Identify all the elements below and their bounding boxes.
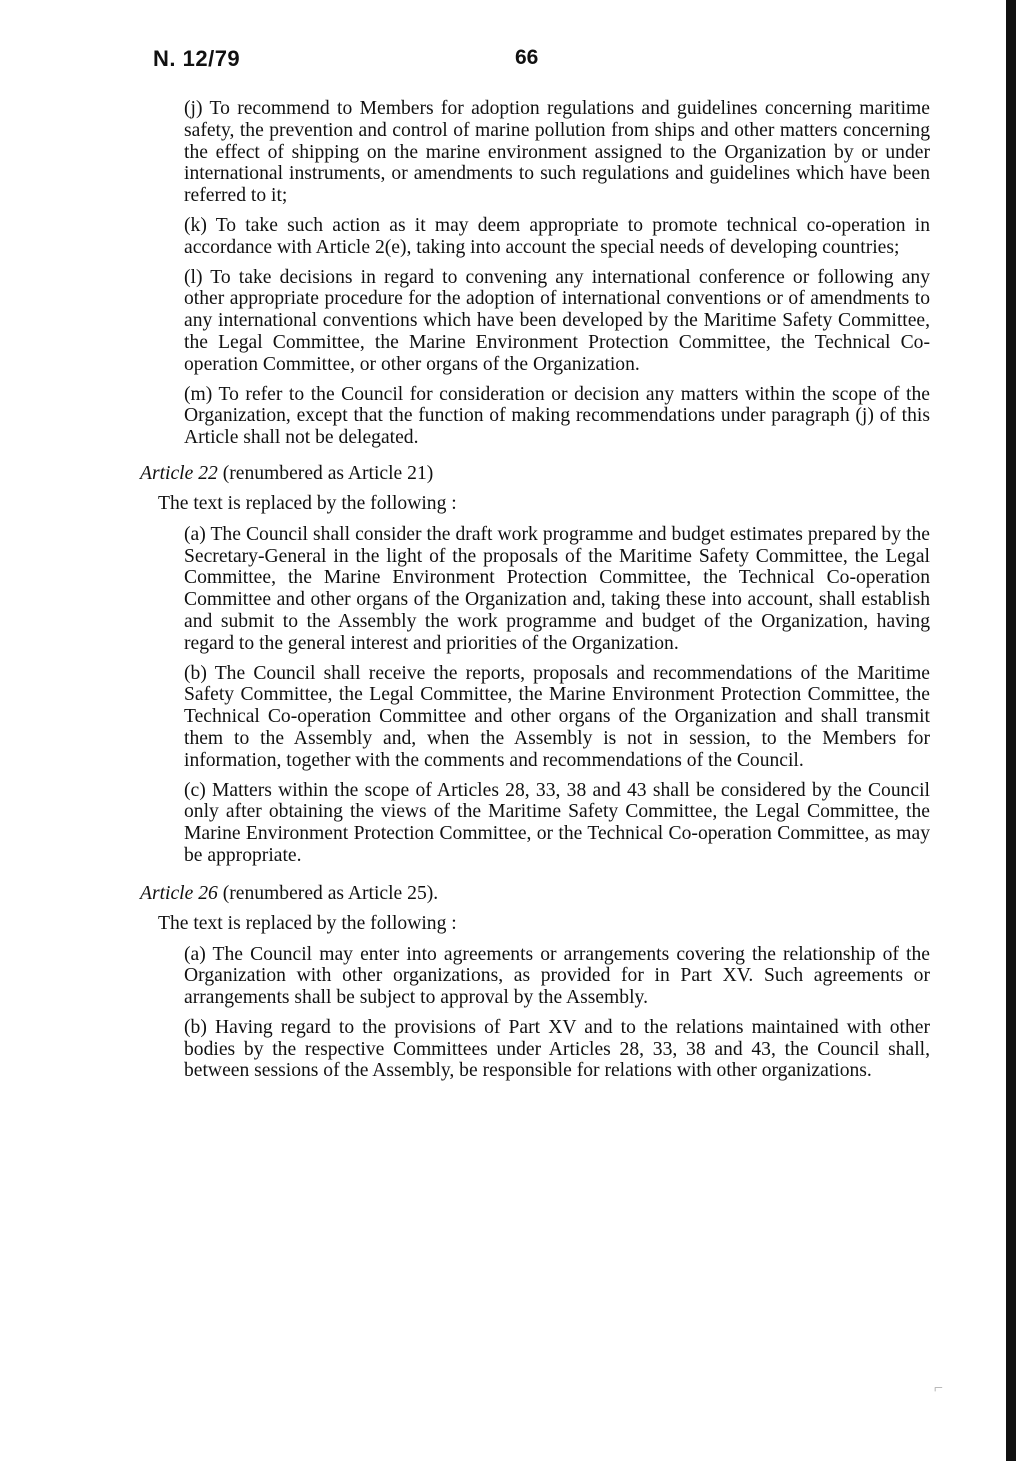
item-text: The Council shall receive the reports, proposals and recommendations of the Maritime Safety Committee, the Legal Committee, the Marine Environment Protection Committee, the Technical Co-operation Committee and other organs of the Organization and shall transmit them to the Assembly and, when the Assembly is not in session, to the Members for information, together with the comments and recommendations of the Council.	[184, 662, 931, 771]
article-26-heading	[140, 883, 930, 905]
paragraph-label: (k)	[184, 214, 207, 236]
paragraph-label: (m)	[184, 383, 213, 405]
item-text: The Council shall consider the draft work programme and budget estimates prepared by the Secretary-General in the light of the proposals of the Maritime Safety Committee, the Legal Committee, the Marine Environment Protection Committee, the Technical Co-operation Committee and other organs of the Organization and, taking these into account, shall establish and submit to the Assembly the work programme and budget of the Organization, having regard to the general interest and priorities of the Organization.	[184, 523, 931, 654]
document-body	[140, 98, 930, 1090]
article-22-heading	[140, 463, 930, 485]
article-22-item-a	[184, 524, 930, 655]
paragraph-j	[184, 98, 930, 207]
article-26-intro: The text is replaced by the following :	[158, 912, 457, 934]
paragraph-k	[184, 215, 930, 259]
item-text: Matters within the scope of Articles 28, 33, 38 and 43 shall be considered by the Council only after obtaining the views of the Maritime Safety Committee, the Legal Committee, the Marine Environment Protection Committee, or the Technical Co-operation Committee, as may be appropriate.	[184, 779, 930, 866]
paragraph-text: To recommend to Members for adoption regulations and guidelines concerning maritime safety, the prevention and control of marine pollution from ships and other matters concerning the effect of shipping on the marine environment assigned to the Organization by or under international instruments, or amendments to such regulations and guidelines which have been referred to it;	[184, 98, 930, 207]
article-26-renumbering: (renumbered as Article 25).	[222, 882, 439, 904]
item-label: (a)	[184, 943, 206, 965]
article-26-item-b	[184, 1017, 930, 1082]
page-number: 66	[515, 46, 539, 69]
page-header	[153, 46, 973, 76]
article-26-title: Article 26	[140, 882, 218, 904]
article-22-renumbering: (renumbered as Article 21)	[222, 462, 434, 484]
item-text: Having regard to the provisions of Part XV and to the relations maintained with other bodies by the respective Committees under Articles 28, 33, 38 and 43, the Council shall, between sessions of the Assembly, be responsible for relations with other organizations.	[184, 1016, 930, 1082]
document-number: N. 12/79	[153, 46, 241, 71]
paragraph-text: To refer to the Council for consideration or decision any matters within the scope of the Organization, except that the function of making recommendations under paragraph (j) of this Article shall not be delegated.	[184, 383, 930, 449]
article-26-item-a	[184, 944, 930, 1009]
paragraph-label: (j)	[184, 98, 203, 119]
article-22-item-c	[184, 780, 930, 867]
article-22-title: Article 22	[140, 462, 218, 484]
paragraph-l	[184, 267, 930, 376]
paragraph-label: (l)	[184, 266, 203, 288]
item-label: (b)	[184, 662, 207, 684]
scan-speckle-mark: ⌐	[934, 1380, 944, 1397]
binding-edge-line	[1006, 0, 1016, 1461]
item-label: (a)	[184, 523, 206, 545]
paragraph-text: To take such action as it may deem appropriate to promote technical co-operation in accordance with Article 2(e), taking into account the special needs of developing countries;	[184, 214, 931, 258]
item-label: (b)	[184, 1016, 207, 1038]
article-22-intro: The text is replaced by the following :	[158, 492, 457, 514]
article-22-item-b	[184, 663, 930, 772]
paragraph-text: To take decisions in regard to convening any international conference or following any other appropriate procedure for the adoption of international conventions or of amendments to any international conventions which have been developed by the Maritime Safety Committee, the Legal Committee, the Marine Environment Protection Committee, the Technical Co-operation Committee, or other organs of the Organization.	[184, 266, 930, 375]
item-text: The Council may enter into agreements or arrangements covering the relationship of the Organization with other organizations, as provided for in Part XV. Such agreements or arrangements shall be subject to approval by the Assembly.	[184, 943, 930, 1009]
item-label: (c)	[184, 779, 206, 801]
paragraph-m	[184, 384, 930, 449]
